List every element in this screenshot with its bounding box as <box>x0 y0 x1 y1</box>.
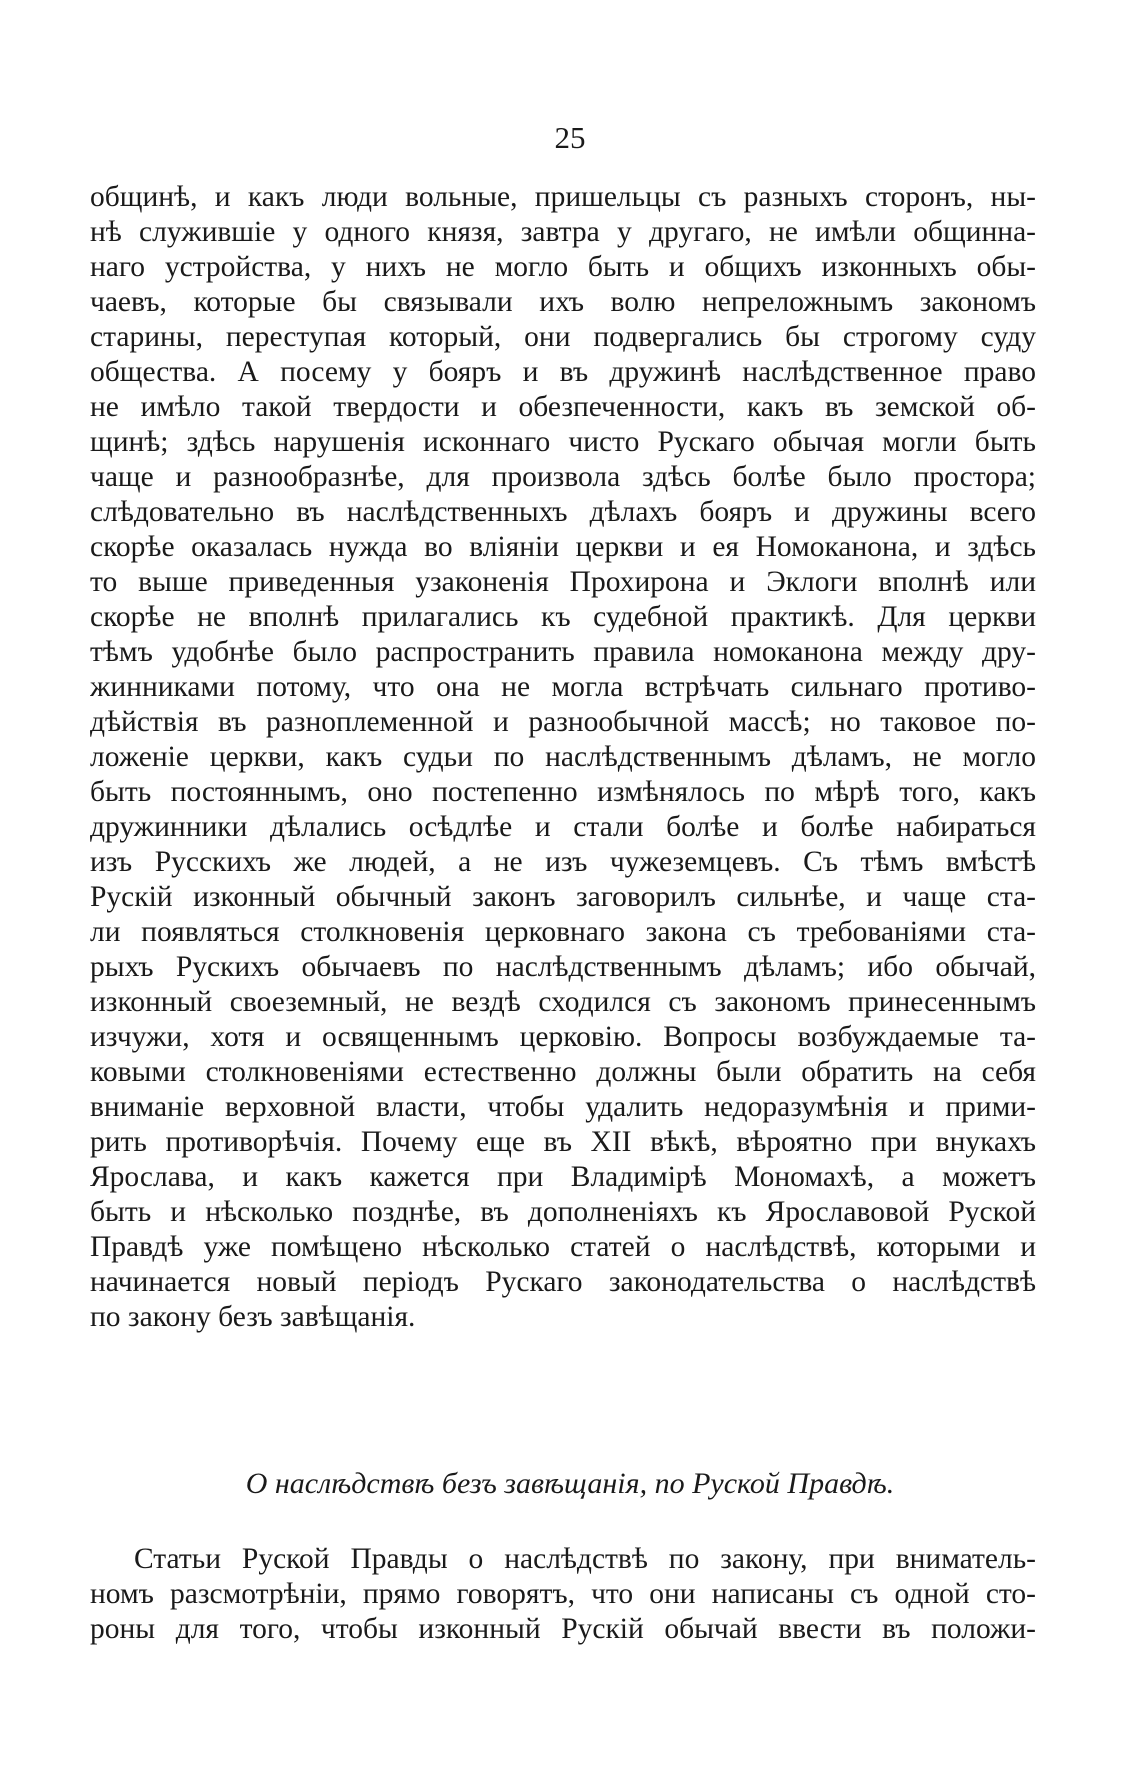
text-line: общинѣ, и какъ люди вольные, пришельцы съ разныхъ сторонъ, ны- <box>90 181 1036 213</box>
text-line: ложеніе церкви, какъ судьи по наслѣдственнымъ дѣламъ, не могло <box>90 741 1036 773</box>
text-line: чаевъ, которые бы связывали ихъ волю непреложнымъ закономъ <box>90 286 1036 318</box>
page-number: 25 <box>554 120 586 155</box>
text-line: Статьи Руской Правды о наслѣдствѣ по закону, при вниматель- <box>134 1543 1036 1575</box>
text-line: ли появляться столкновенія церковнаго закона съ требованіями ста- <box>90 916 1036 948</box>
text-line: роны для того, чтобы изконный Рускій обычай ввести въ положи- <box>90 1613 1036 1645</box>
text-line: чаще и разнообразнѣе, для произвола здѣсь болѣе было простора; <box>90 461 1036 493</box>
text-line: наго устройства, у нихъ не могло быть и общихъ изконныхъ обы- <box>90 251 1036 283</box>
text-line: начинается новый періодъ Рускаго законодательства о наслѣдствѣ <box>90 1266 1036 1298</box>
text-line: Правдѣ уже помѣщено нѣсколько статей о наслѣдствѣ, которыми и <box>90 1231 1036 1263</box>
section-paragraph <box>90 1542 1036 1647</box>
text-line: то выше приведенныя узаконенія Прохирона и Эклоги вполнѣ или <box>90 566 1036 598</box>
text-line: нѣ служившіе у одного князя, завтра у другаго, не имѣли общинна- <box>90 216 1036 248</box>
text-line: по закону безъ завѣщанія. <box>90 1301 416 1333</box>
main-paragraph <box>90 180 1036 1335</box>
text-line: быть постояннымъ, оно постепенно измѣнялось по мѣрѣ того, какъ <box>90 776 1036 808</box>
text-line: номъ разсмотрѣніи, прямо говорятъ, что они написаны съ одной сто- <box>90 1578 1036 1610</box>
text-line: не имѣло такой твердости и обезпеченности, какъ въ земской об- <box>90 391 1036 423</box>
text-line: щинѣ; здѣсь нарушенія исконнаго чисто Рускаго обычая могли быть <box>90 426 1036 458</box>
section-heading: О наслѣдствѣ безъ завѣщанія, по Руской Правдѣ. <box>245 1467 895 1500</box>
text-line: жинниками потому, что она не могла встрѣчать сильнаго противо- <box>90 671 1036 703</box>
text-line: слѣдовательно въ наслѣдственныхъ дѣлахъ бояръ и дружины всего <box>90 496 1036 528</box>
text-line: вниманіе верховной власти, чтобы удалить недоразумѣнія и прими- <box>90 1091 1036 1123</box>
text-line: рыхъ Рускихъ обычаевъ по наслѣдственнымъ дѣламъ; ибо обычай, <box>90 951 1036 983</box>
text-line: рить противорѣчія. Почему еще въ XII вѣкѣ, вѣроятно при внукахъ <box>90 1126 1036 1158</box>
text-line: дѣйствія въ разноплеменной и разнообычной массѣ; но таковое по- <box>90 706 1036 738</box>
text-line: общества. А посему у бояръ и въ дружинѣ наслѣдственное право <box>90 356 1036 388</box>
text-line: тѣмъ удобнѣе было распространить правила номоканона между дру- <box>90 636 1036 668</box>
text-line: дружинники дѣлались осѣдлѣе и стали болѣе и болѣе набираться <box>90 811 1036 843</box>
text-line: изконный своеземный, не вездѣ сходился съ закономъ принесеннымъ <box>90 986 1036 1018</box>
text-line: скорѣе оказалась нужда во вліяніи церкви и ея Номоканона, и здѣсь <box>90 531 1036 563</box>
text-line: быть и нѣсколько позднѣе, въ дополненіяхъ къ Ярославовой Руской <box>90 1196 1036 1228</box>
text-line: скорѣе не вполнѣ прилагались къ судебной практикѣ. Для церкви <box>90 601 1036 633</box>
text-line: изчужи, хотя и освященнымъ церковію. Вопросы возбуждаемые та- <box>90 1021 1036 1053</box>
text-line: старины, переступая который, они подвергались бы строгому суду <box>90 321 1036 353</box>
text-line: изъ Русскихъ же людей, а не изъ чужеземцевъ. Съ тѣмъ вмѣстѣ <box>90 846 1036 878</box>
text-line: ковыми столкновеніями естественно должны были обратить на себя <box>90 1056 1036 1088</box>
text-line: Рускій изконный обычный законъ заговорилъ сильнѣе, и чаще ста- <box>90 881 1036 913</box>
text-line: Ярослава, и какъ кажется при Владимірѣ Мономахѣ, а можетъ <box>90 1161 1036 1193</box>
